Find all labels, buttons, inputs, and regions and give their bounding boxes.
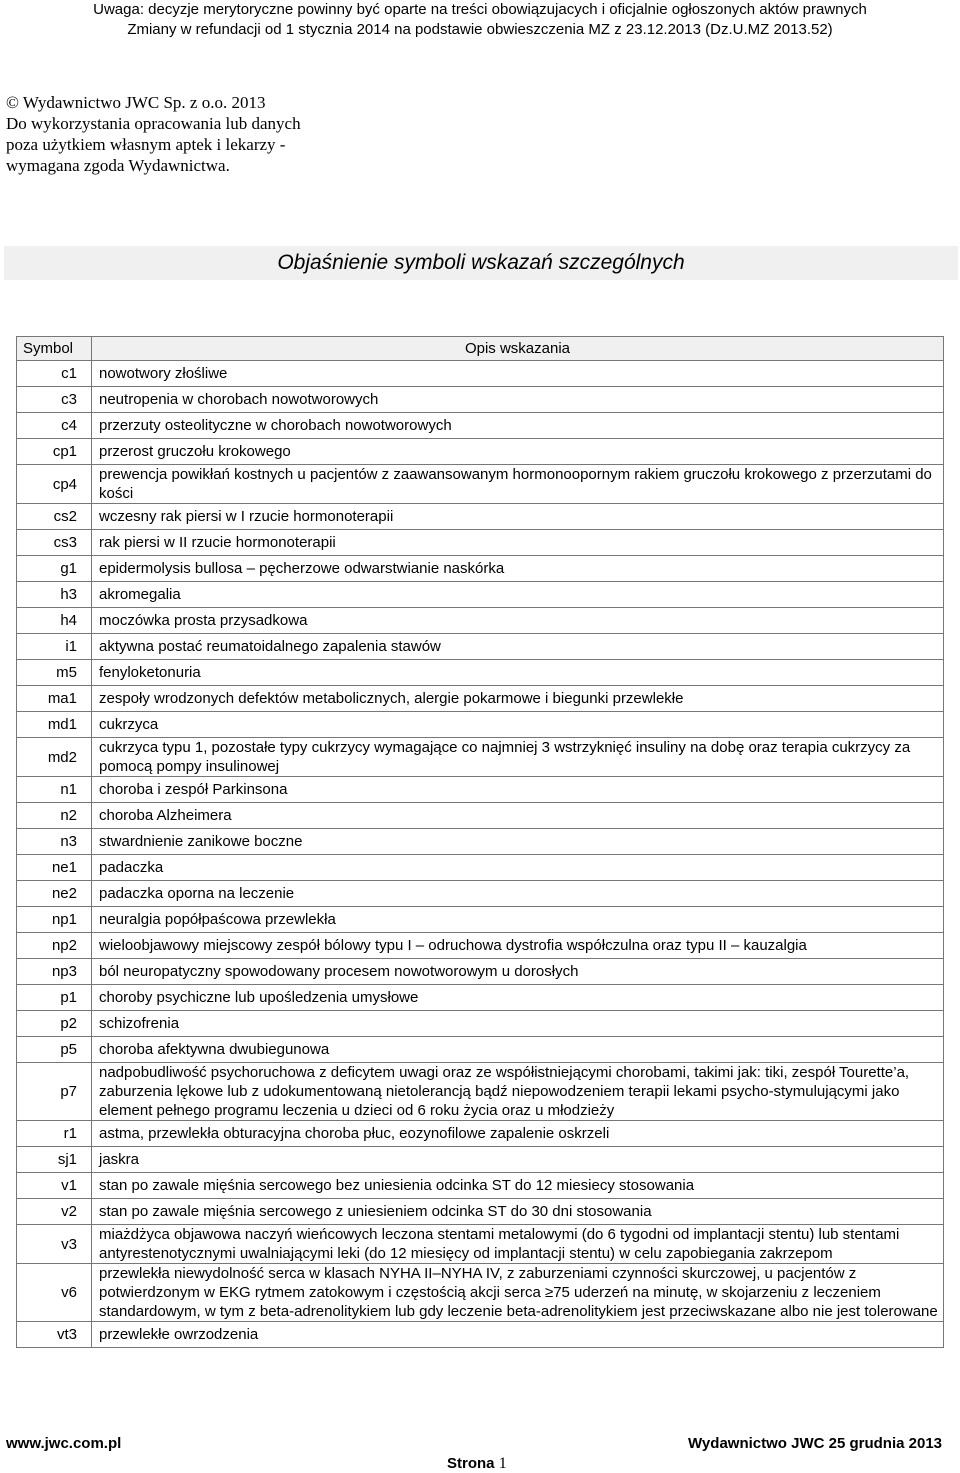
- symbol-cell: np2: [17, 933, 92, 959]
- description-cell: schizofrenia: [92, 1011, 944, 1037]
- table-row: [17, 881, 944, 907]
- table-row: [17, 608, 944, 634]
- table-row: [17, 556, 944, 582]
- symbol-cell: c3: [17, 387, 92, 413]
- symbol-cell: vt3: [17, 1322, 92, 1348]
- description-cell: choroba afektywna dwubiegunowa: [92, 1037, 944, 1063]
- description-cell: wczesny rak piersi w I rzucie hormonoterapii: [92, 504, 944, 530]
- symbol-cell: h4: [17, 608, 92, 634]
- table-row: [17, 985, 944, 1011]
- symbol-cell: n2: [17, 803, 92, 829]
- table-row: [17, 1199, 944, 1225]
- symbol-cell: m5: [17, 660, 92, 686]
- description-cell: prewencja powikłań kostnych u pacjentów z zaawansowanym hormonoopornym rakiem gruczołu krokowego z przerzutami do kości: [92, 465, 944, 504]
- symbol-cell: h3: [17, 582, 92, 608]
- footer-page-number: [447, 1455, 507, 1473]
- symbol-cell: ma1: [17, 686, 92, 712]
- table-row: [17, 855, 944, 881]
- description-cell: miażdżyca objawowa naczyń wieńcowych leczona stentami metalowymi (do 6 tygodni od implantacji stentu) lub stentami antyrestenotycznymi uwalniającymi leki (do 12 miesięcy od implantacji stentu) w celu zapobiegania zakrzepom: [92, 1225, 944, 1264]
- description-cell: stan po zawale mięśnia sercowego bez uniesienia odcinka ST do 12 miesiecy stosowania: [92, 1173, 944, 1199]
- symbol-cell: cp4: [17, 465, 92, 504]
- table-row: [17, 1147, 944, 1173]
- symbol-cell: np3: [17, 959, 92, 985]
- table-row: [17, 465, 944, 504]
- description-cell: nowotwory złośliwe: [92, 361, 944, 387]
- symbol-cell: p5: [17, 1037, 92, 1063]
- symbol-cell: md2: [17, 738, 92, 777]
- table-row: [17, 530, 944, 556]
- copyright-line-2: Do wykorzystania opracowania lub danych: [6, 114, 301, 133]
- symbol-cell: sj1: [17, 1147, 92, 1173]
- table-row: [17, 1322, 944, 1348]
- symbol-cell: v2: [17, 1199, 92, 1225]
- description-cell: padaczka: [92, 855, 944, 881]
- description-cell: rak piersi w II rzucie hormonoterapii: [92, 530, 944, 556]
- table-row: [17, 1225, 944, 1264]
- page-title: Objaśnienie symboli wskazań szczególnych: [4, 246, 958, 280]
- table-row: [17, 803, 944, 829]
- description-cell: cukrzyca typu 1, pozostałe typy cukrzycy wymagające co najmniej 3 wstrzyknięć insuliny na dobę oraz terapia cukrzycy za pomocą pompy insulinowej: [92, 738, 944, 777]
- description-cell: akromegalia: [92, 582, 944, 608]
- table-row: [17, 712, 944, 738]
- table-row: [17, 907, 944, 933]
- description-cell: zespoły wrodzonych defektów metabolicznych, alergie pokarmowe i biegunki przewlekłe: [92, 686, 944, 712]
- description-cell: przerzuty osteolityczne w chorobach nowotworowych: [92, 413, 944, 439]
- symbol-legend-table: [16, 336, 944, 1348]
- symbol-cell: n3: [17, 829, 92, 855]
- warning-line-1: Uwaga: decyzje merytoryczne powinny być oparte na treści obowiązujacych i oficjalnie ogłoszonych aktów prawnych: [93, 1, 867, 18]
- symbol-cell: i1: [17, 634, 92, 660]
- description-cell: aktywna postać reumatoidalnego zapalenia stawów: [92, 634, 944, 660]
- copyright-line-4: wymagana zgoda Wydawnictwa.: [6, 156, 230, 175]
- symbol-cell: cs2: [17, 504, 92, 530]
- table-row: [17, 387, 944, 413]
- table-row: [17, 1011, 944, 1037]
- symbol-cell: c4: [17, 413, 92, 439]
- symbol-cell: c1: [17, 361, 92, 387]
- table-row: [17, 634, 944, 660]
- description-cell: nadpobudliwość psychoruchowa z deficytem uwagi oraz ze współistniejącymi chorobami, takimi jak: tiki, zespół Tourette’a, zaburzenia lękowe lub z udokumentowaną nietolerancją bądź niepowodzeniem terapii lekami psycho-stymulującymi jako element pełnego programu leczenia u dzieci od 6 roku życia oraz u młodzieży: [92, 1063, 944, 1121]
- description-cell: przewlekłe owrzodzenia: [92, 1322, 944, 1348]
- description-cell: astma, przewlekła obturacyjna choroba płuc, eozynofilowe zapalenie oskrzeli: [92, 1121, 944, 1147]
- table-row: [17, 829, 944, 855]
- description-cell: ból neuropatyczny spowodowany procesem nowotworowym u dorosłych: [92, 959, 944, 985]
- copyright-line-3: poza użytkiem własnym aptek i lekarzy -: [6, 135, 286, 154]
- table-row: [17, 660, 944, 686]
- description-cell: choroba Alzheimera: [92, 803, 944, 829]
- symbol-cell: md1: [17, 712, 92, 738]
- symbol-cell: v3: [17, 1225, 92, 1264]
- page-number: 1: [498, 1455, 507, 1472]
- table-row: [17, 933, 944, 959]
- symbol-cell: r1: [17, 1121, 92, 1147]
- symbol-cell: p7: [17, 1063, 92, 1121]
- footer-website: www.jwc.com.pl: [6, 1435, 122, 1452]
- description-cell: padaczka oporna na leczenie: [92, 881, 944, 907]
- table-row: [17, 1063, 944, 1121]
- table-row: [17, 777, 944, 803]
- description-cell: stwardnienie zanikowe boczne: [92, 829, 944, 855]
- table-row: [17, 959, 944, 985]
- table-row: [17, 504, 944, 530]
- description-cell: przerost gruczołu krokowego: [92, 439, 944, 465]
- symbol-cell: ne1: [17, 855, 92, 881]
- table-row: [17, 582, 944, 608]
- table-row: [17, 738, 944, 777]
- copyright-line-1: © Wydawnictwo JWC Sp. z o.o. 2013: [6, 93, 266, 112]
- symbol-cell: p2: [17, 1011, 92, 1037]
- description-cell: stan po zawale mięśnia sercowego z uniesieniem odcinka ST do 30 dni stosowania: [92, 1199, 944, 1225]
- description-cell: epidermolysis bullosa – pęcherzowe odwarstwianie naskórka: [92, 556, 944, 582]
- description-cell: moczówka prosta przysadkowa: [92, 608, 944, 634]
- table-header-row: [17, 337, 944, 361]
- symbol-cell: cp1: [17, 439, 92, 465]
- footer-publisher-date: Wydawnictwo JWC 25 grudnia 2013: [688, 1435, 942, 1452]
- description-cell: cukrzyca: [92, 712, 944, 738]
- description-cell: neuralgia popółpaścowa przewlekła: [92, 907, 944, 933]
- description-cell: przewlekła niewydolność serca w klasach NYHA II–NYHA IV, z zaburzeniami czynności skurczowej, u pacjentów z potwierdzonym w EKG rytmem zatokowym i częstością akcji serca ≥75 uderzeń na minutę, w skojarzeniu z leczeniem standardowym, w tym z beta-adrenolitykiem lub gdy leczenie beta-adrenolitykiem jest przeciwskazane albo nie jest tolerowane: [92, 1264, 944, 1322]
- description-cell: wieloobjawowy miejscowy zespół bólowy typu I – odruchowa dystrofia współczulna oraz typu II – kauzalgia: [92, 933, 944, 959]
- table-row: [17, 1121, 944, 1147]
- table-row: [17, 1173, 944, 1199]
- symbol-cell: n1: [17, 777, 92, 803]
- description-cell: fenyloketonuria: [92, 660, 944, 686]
- description-cell: choroba i zespół Parkinsona: [92, 777, 944, 803]
- table-row: [17, 361, 944, 387]
- description-cell: neutropenia w chorobach nowotworowych: [92, 387, 944, 413]
- table-row: [17, 1037, 944, 1063]
- column-header-description: Opis wskazania: [92, 337, 944, 361]
- description-cell: jaskra: [92, 1147, 944, 1173]
- table-row: [17, 413, 944, 439]
- table-row: [17, 439, 944, 465]
- symbol-cell: np1: [17, 907, 92, 933]
- column-header-symbol: Symbol: [17, 337, 92, 361]
- symbol-cell: p1: [17, 985, 92, 1011]
- symbol-cell: cs3: [17, 530, 92, 556]
- description-cell: choroby psychiczne lub upośledzenia umysłowe: [92, 985, 944, 1011]
- warning-line-2: Zmiany w refundacji od 1 stycznia 2014 na podstawie obwieszczenia MZ z 23.12.2013 (Dz.U.MZ 2013.52): [127, 21, 833, 38]
- page-label: Strona: [447, 1455, 495, 1472]
- warning-note: [0, 0, 960, 40]
- table-row: [17, 686, 944, 712]
- symbol-cell: v1: [17, 1173, 92, 1199]
- symbol-cell: v6: [17, 1264, 92, 1322]
- symbol-cell: g1: [17, 556, 92, 582]
- symbol-cell: ne2: [17, 881, 92, 907]
- table-row: [17, 1264, 944, 1322]
- copyright-block: [6, 92, 301, 176]
